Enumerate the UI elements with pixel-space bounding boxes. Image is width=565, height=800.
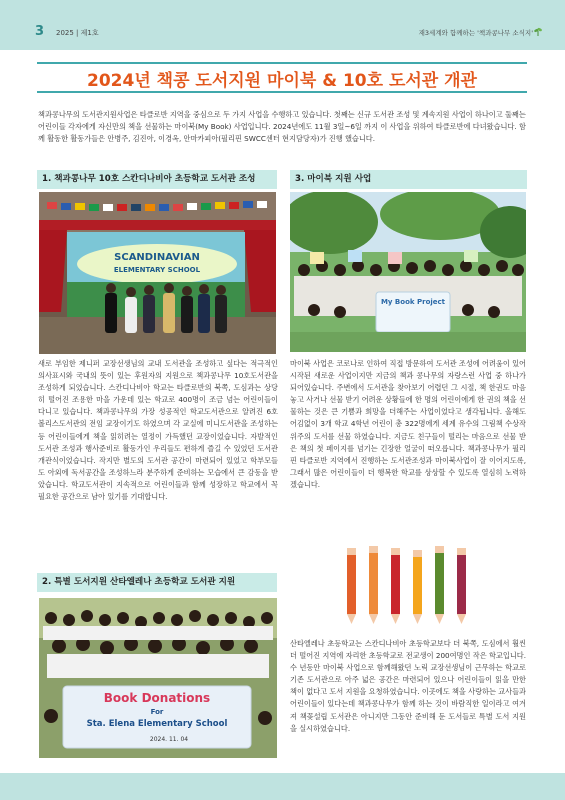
banner-line2: For [150, 708, 164, 716]
article-title: 2024년 책콩 도서지원 마이북 & 10호 도서관 개관 [87, 71, 477, 91]
section2-body: 산타엘레나 초등학교는 스칸디나비아 초등학교보다 더 북쪽, 도심에서 훨씬 더 떨어진 지역에 자리한 초등학교로 전교생이 200여명인 작은 학교입니다. 수 년동안 마이북 사업으로 함께해왔던 노릭 교장선생님이 근무하는 학교로 기존 도서관으로 아주 넓은 공간은 마련되어 있으나 어린이들이 읽을 만한 책이 없다고 도서 지원을 요청하였습니다. 이곳에도 책을 사랑하는 교사들과 어린이들이 있다는데 책과콩나무가 함께 하는 것이 바람직한 일이라고 여겨져 책꽂설립 도서관은 아니지만 그동안 준비해 둔 도서들로 특별 도서 지원을 실시하였습니다. [290, 639, 526, 733]
sprout-icon [534, 27, 542, 36]
school-sign-line2: ELEMENTARY SCHOOL [113, 266, 201, 274]
section1-photo [39, 192, 276, 354]
section1-heading: 1. 책과콩나무 10호 스칸디나비아 초등학교 도서관 조성 [37, 170, 277, 189]
section2-photo [39, 598, 277, 758]
banner-line1: Book Donations [103, 691, 211, 705]
mybook-banner: My Book Project [380, 298, 446, 306]
page-number: 3 [35, 24, 45, 39]
school-sign-line1: SCANDINAVIAN [114, 252, 200, 263]
title-rule-top [37, 62, 527, 64]
pencils-illustration [345, 546, 485, 624]
issue-label: 2025 | 제1호 [56, 29, 99, 37]
section2-heading: 2. 특별 도서지원 산타엘레나 초등학교 도서관 지원 [37, 573, 277, 592]
header-band [0, 0, 565, 50]
intro-paragraph: 책과콩나무의 도서관지원사업은 타클로반 지역을 중심으로 두 가지 사업을 수행하고 있습니다. 첫째는 신규 도서관 조성 및 계속지원 사업이 하나이고 둘째는 어린이들 각자에게 자신만의 책을 선물하는 마이북(My Book) 사업입니다. 2024년에도 11월 3일~6일 까지 이 사업을 위하여 타클로반에 다녀왔습니다. 함께 활동한 활동가들은 안병주, 김진아, 이경옥, 안마카피아(필리핀 SWCC센터 현지담당자)가 진행 했습니다. [38, 110, 526, 143]
section3-body: 마이북 사업은 코로나로 인하여 직접 방문하여 도서관 조성에 어려움이 있어 시작된 새로운 사업이지만 지금의 책과 콩나무의 자랑스런 사업 중 하나가 되어있습니다. 주변에서 도서관을 찾아보기 어렵던 그 시절, 책 한권도 마음 놓고 사거나 선물 받기 어려운 상황들에 한 명의 어린이에게 한 권의 책을 선물하는 것은 큰 기쁨과 희망을 더해주는 사업이었다고 생각됩니다. 올해도 어김없이 3개 학교 4학년 어린이 총 322명에게 세계 유수의 그림책 수상작 위주의 도서를 선물 하였습니다. 지금도 친구들이 떨리는 마음으로 선물 받은 책의 첫 페이지를 넘기는 긴장한 얼굴이 떠오릅니다. 책과콩나무가 필리핀 타클로반 지역에서 진행하는 도서관조성과 마이북사업이 잘 이어지도록, 그래서 많은 어린이들이 더 행복한 학교를 상상할 수 있도록 열심히 노력하겠습니다. [290, 359, 526, 489]
banner-line3: Sta. Elena Elementary School [86, 719, 228, 729]
newsletter-slogan: 재3세계와 함께하는 '책과콩나무 소식지' [418, 29, 533, 37]
section3-heading: 3. 마이북 지원 사업 [290, 170, 527, 189]
footer-band [0, 773, 565, 800]
banner-date: 2024. 11. 04 [149, 736, 189, 743]
section1-body: 새로 부임한 제니퍼 교장선생님의 교내 도서관을 조성하고 싶다는 적극적인 의사표시와 국내의 뜻이 있는 후원자의 지원으로 책과콩나무 10호도서관을 조성하게 되었습니다. 스칸디나비아 학교는 타클로반의 북쪽, 도심과는 상당히 떨어진 조용한 마을 가운데 있는 학교로 400명이 조금 넘는 어린이들이 다니고 있습니다. 책과콩나무의 가장 성공적인 학교도서관으로 알려진 6호 볼리스도서관의 전임 교장이기도 하였으며 각 교실에 미니도서관을 조성하는 등 어린이들에게 책을 읽히려는 열정이 가득했던 교장이었습니다. 자발적인 도서관 조성과 행사준비로 활동가인 우리들도 편하게 즐길 수 있었던 도서관 개관식이었습니다. 작지만 별도의 도서관 공간이 마련되어 있었고 학부모들도 아외에 독서공간을 조성하느라 분주하게 준비하는 모습에서 큰 감동을 받았습니다. 학교도서관이 지속적으로 어린이들과 함께 성장하고 학교에서 꼭 필요한 공간으로 남아 있기를 기대합니다. [38, 359, 278, 502]
section3-photo [290, 192, 526, 352]
title-rule-bottom [37, 91, 527, 93]
